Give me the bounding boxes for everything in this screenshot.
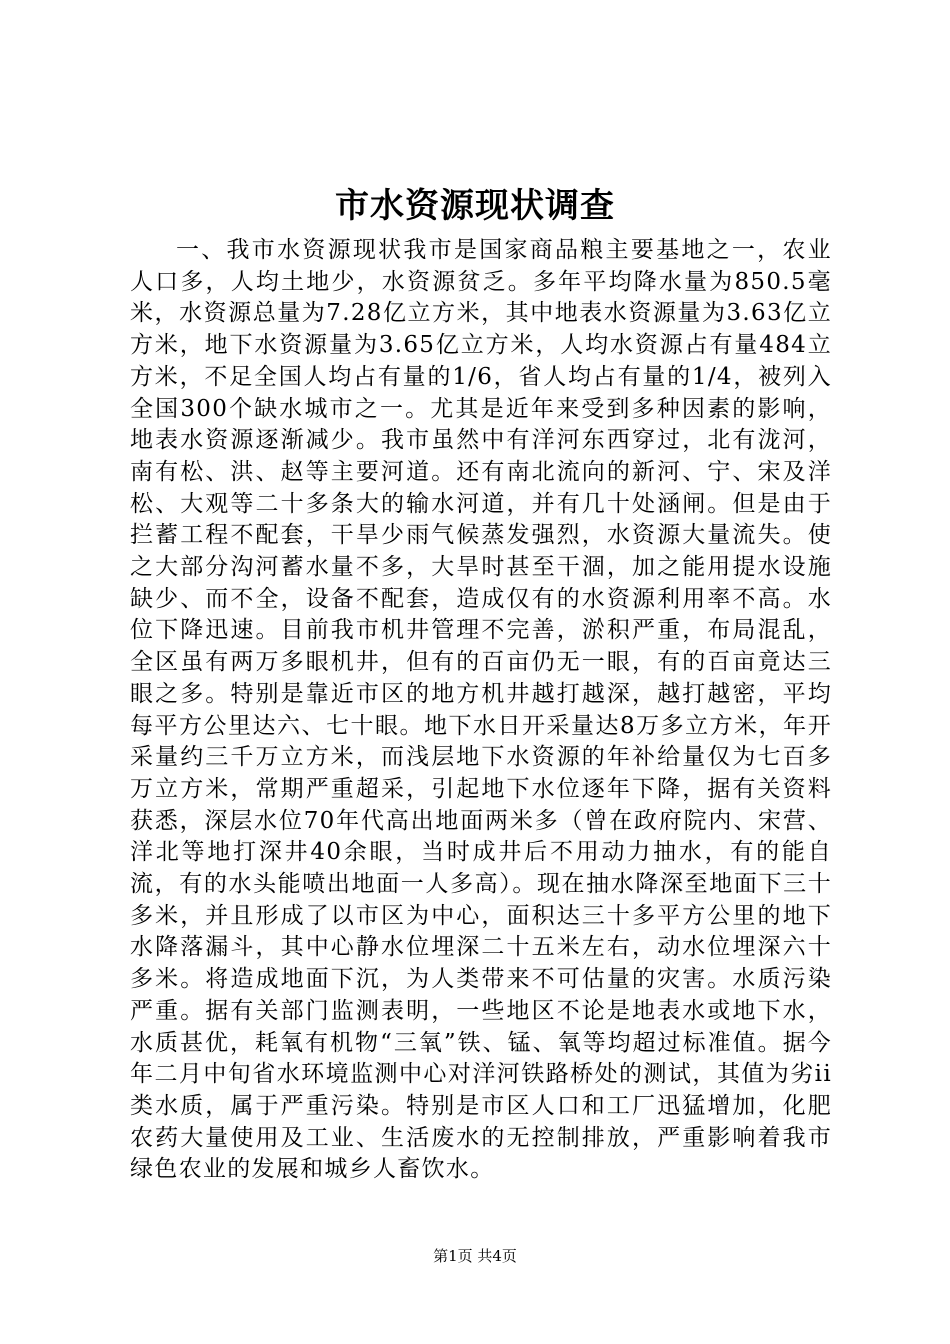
page-number-footer: 第1页 共4页 — [433, 1247, 517, 1265]
document-title: 市水资源现状调查 — [335, 186, 615, 226]
body-paragraph: 一、我市水资源现状我市是国家商品粮主要基地之一，农业人口多，人均土地少，水资源贫乏。多年平均降水量为850.5毫米，水资源总量为7.28亿立方米，其中地表水资源量为3.63亿立方米，地下水资源量为3.65亿立方米，人均水资源占有量484立方米，不足全国人均占有量的1/6，省人均占有量的1/4，被列入全国300个缺水城市之一。尤其是近年来受到多种因素的影响，地表水资源逐渐减少。我市虽然中有洋河东西穿过，北有泷河，南有松、洪、赵等主要河道。还有南北流向的新河、宁、宋及洋松、大观等二十多条大的输水河道，并有几十处涵闸。但是由于拦蓄工程不配套，干旱少雨气候蒸发强烈，水资源大量流失。使之大部分沟河蓄水量不多，大旱时甚至干涸，加之能用提水设施缺少、而不全，设备不配套，造成仅有的水资源利用率不高。水位下降迅速。目前我市机井管理不完善，淤积严重，布局混乱，全区虽有两万多眼机井，但有的百亩仍无一眼，有的百亩竟达三眼之多。特别是靠近市区的地方机井越打越深，越打越密，平均每平方公里达六、七十眼。地下水日开采量达8万多立方米，年开采量约三千万立方米，而浅层地下水资源的年补给量仅为七百多万立方米，常期严重超采，引起地下水位逐年下降，据有关资料获悉，深层水位70年代高出地面两米多（曾在政府院内、宋营、洋北等地打深井40余眼，当时成井后不用动力抽水，有的能自流，有的水头能喷出地面一人多高）。现在抽水降深至地面下三十多米，并且形成了以市区为中心，面积达三十多平方公里的地下水降落漏斗，其中心静水位埋深二十五米左右，动水位埋深六十多米。将造成地面下沉，为人类带来不可估量的灾害。水质污染严重。据有关部门监测表明，一些地区不论是地表水或地下水，水质甚优，耗氧有机物“三氧”铁、锰、氧等均超过标准值。据今年二月中旬省水环境监测中心对洋河铁路桥处的测试，其值为劣ii类水质，属于严重污染。特别是市区人口和工厂迅猛增加，化肥农药大量使用及工业、生活废水的无控制排放，严重影响着我市绿色农业的发展和城乡人畜饮水。 — [130, 237, 832, 1183]
